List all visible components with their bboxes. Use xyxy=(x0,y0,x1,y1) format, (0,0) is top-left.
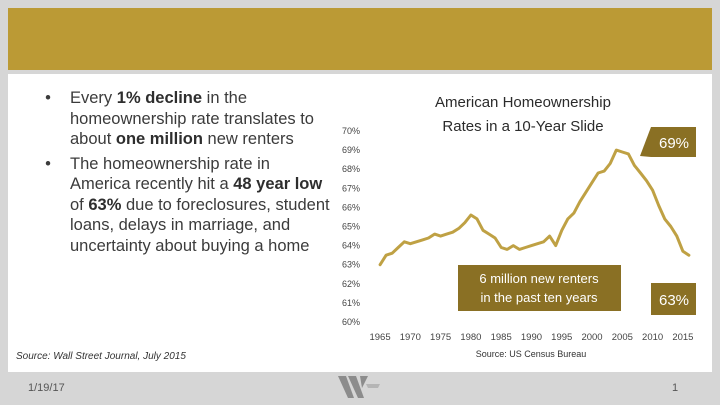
y-tick-label: 65% xyxy=(342,221,361,232)
homeownership-chart xyxy=(330,80,708,365)
callout-69-label: 69% xyxy=(658,135,690,152)
y-tick-label: 66% xyxy=(342,202,361,213)
bullet-emphasis: 63% xyxy=(88,195,122,214)
y-tick-label: 62% xyxy=(342,278,361,289)
bullet-text: in the homeownership rate translates to about xyxy=(70,89,314,148)
x-tick-label: 1965 xyxy=(369,332,391,343)
chart-source: Source: US Census Bureau xyxy=(475,349,587,359)
x-tick-label: 1970 xyxy=(399,332,421,343)
bullet-marker: • xyxy=(45,154,51,173)
x-tick-label: 2010 xyxy=(642,332,664,343)
y-tick-label: 69% xyxy=(342,145,361,156)
x-tick-label: 1995 xyxy=(551,332,573,343)
company-logo-icon xyxy=(338,374,382,402)
bullet-emphasis: 48 year low xyxy=(233,175,323,193)
x-tick-label: 2005 xyxy=(611,332,633,343)
source-citation: Source: Wall Street Journal, July 2015 xyxy=(16,351,186,362)
y-tick-label: 61% xyxy=(342,297,361,308)
y-tick-label: 64% xyxy=(342,240,361,251)
y-tick-label: 68% xyxy=(342,164,361,175)
bullet-list xyxy=(42,88,332,260)
renters-callout-label: 6 million new renters xyxy=(479,271,599,286)
x-tick-label: 1985 xyxy=(490,332,512,343)
bullet-item xyxy=(42,88,332,150)
callout-63-label: 63% xyxy=(658,292,690,309)
bullet-text: due to foreclosures, student loans, delays in marriage, and uncertainty about buying a home xyxy=(70,195,330,255)
x-tick-label: 2000 xyxy=(581,332,603,343)
bullet-text: of xyxy=(70,195,89,214)
bullet-text: Every xyxy=(70,89,117,107)
x-tick-label: 2015 xyxy=(672,332,694,343)
x-tick-label: 1990 xyxy=(520,332,543,343)
title-banner xyxy=(8,8,712,70)
footer-page-number: 1 xyxy=(672,382,679,394)
y-tick-label: 63% xyxy=(342,259,361,270)
chart-title: Rates in a 10-Year Slide xyxy=(442,118,604,135)
y-tick-label: 67% xyxy=(342,183,361,194)
bullet-marker: • xyxy=(45,89,51,107)
chart-title: American Homeownership xyxy=(435,94,611,111)
renters-callout-label: in the past ten years xyxy=(480,290,598,305)
y-tick-label: 60% xyxy=(342,317,361,327)
x-tick-label: 1975 xyxy=(430,332,452,343)
bullet-text: The homeownership rate in America recently hit a xyxy=(70,154,270,193)
bullet-item xyxy=(42,154,332,257)
y-tick-label: 70% xyxy=(342,126,361,136)
bullet-emphasis: one million xyxy=(115,130,203,148)
series-line xyxy=(380,150,689,265)
bullet-text: new renters xyxy=(202,130,294,148)
bullet-emphasis: 1% decline xyxy=(116,89,203,107)
x-tick-label: 1980 xyxy=(460,332,482,343)
footer-date: 1/19/17 xyxy=(28,382,65,394)
